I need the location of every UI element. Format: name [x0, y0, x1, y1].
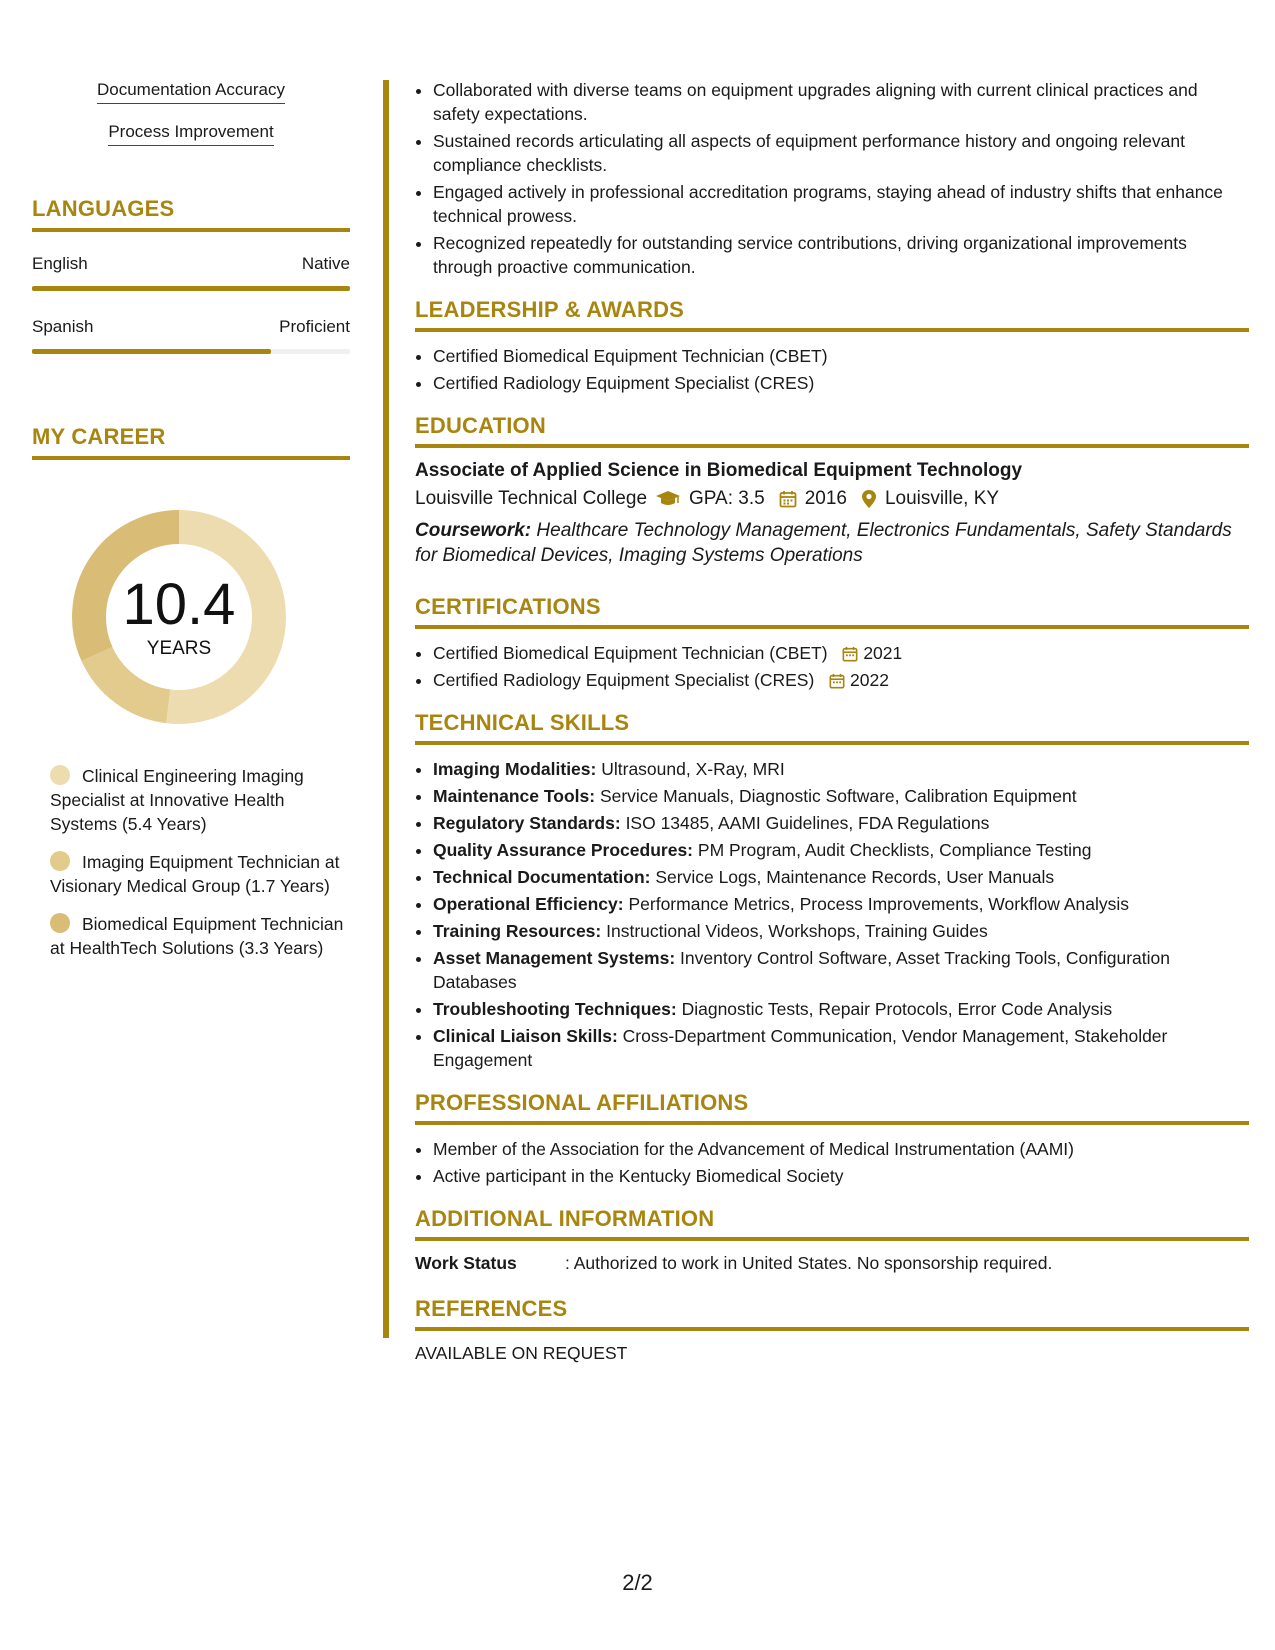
skill-value: PM Program, Audit Checklists, Compliance Testing: [697, 840, 1092, 860]
list-item: [433, 641, 1249, 665]
certifications-section: [415, 594, 1249, 692]
career-legend-item: [50, 764, 350, 836]
language-level-bar: [32, 349, 350, 354]
skill-label: Technical Documentation:: [433, 867, 651, 887]
language-level-fill: [32, 286, 350, 291]
certification-year: 2022: [850, 670, 889, 690]
education-meta: [415, 488, 1249, 510]
calendar-icon: [779, 490, 797, 508]
skill-label: Operational Efficiency:: [433, 894, 624, 914]
affiliations-section: [415, 1090, 1249, 1188]
legend-dot-icon: [50, 913, 70, 933]
career-donut-chart: [66, 504, 292, 730]
skill-value: Performance Metrics, Process Improvements, Workflow Analysis: [628, 894, 1130, 914]
technical-skills-title: TECHNICAL SKILLS: [415, 710, 1249, 745]
list-item: • Recognized repeatedly for outstanding service contributions, driving organizational improvements through proactive communication.: [433, 231, 1249, 279]
skill-tag: Process Improvement: [108, 122, 273, 146]
certification-name: Certified Biomedical Equipment Technician (CBET): [433, 643, 828, 663]
languages-title: LANGUAGES: [32, 196, 350, 232]
list-item: [433, 892, 1249, 916]
list-item: [433, 919, 1249, 943]
skill-value: Instructional Videos, Workshops, Training Guides: [606, 921, 988, 941]
skill-value: ISO 13485, AAMI Guidelines, FDA Regulations: [625, 813, 990, 833]
list-item: [433, 757, 1249, 781]
languages-section: [32, 196, 350, 354]
references-section: [415, 1296, 1249, 1364]
language-level: Proficient: [279, 317, 350, 336]
career-legend-item: [50, 912, 350, 960]
work-status-row: [415, 1253, 1249, 1274]
certification-year: 2021: [863, 643, 903, 663]
skill-label: Imaging Modalities:: [433, 759, 597, 779]
skill-value: Ultrasound, X-Ray, MRI: [601, 759, 785, 779]
certification-name: Certified Radiology Equipment Specialist (CRES): [433, 670, 815, 690]
column-divider: [383, 80, 389, 1338]
list-item: • Engaged actively in professional accreditation programs, staying ahead of industry shifts that enhance technical prowess.: [433, 180, 1249, 228]
career-section: [32, 424, 350, 960]
experience-bullets: [415, 78, 1249, 279]
skill-label: Quality Assurance Procedures:: [433, 840, 694, 860]
career-years-label: YEARS: [146, 638, 212, 659]
list-item: • Collaborated with diverse teams on equipment upgrades aligning with current clinical practices and safety expectations.: [433, 78, 1249, 126]
page-number: 2/2: [622, 1570, 653, 1595]
technical-skills-section: [415, 710, 1249, 1072]
references-text: AVAILABLE ON REQUEST: [415, 1343, 628, 1363]
education-title: EDUCATION: [415, 413, 1249, 448]
additional-info-title: ADDITIONAL INFORMATION: [415, 1206, 1249, 1241]
references-title: REFERENCES: [415, 1296, 1249, 1331]
education-section: [415, 413, 1249, 568]
skill-label: Maintenance Tools:: [433, 786, 596, 806]
skill-label: Clinical Liaison Skills:: [433, 1026, 618, 1046]
list-item: [433, 668, 1249, 692]
calendar-icon: [829, 673, 845, 689]
work-status-value: : Authorized to work in United States. No sponsorship required.: [565, 1253, 1053, 1273]
skill-value: Service Logs, Maintenance Records, User Manuals: [655, 867, 1055, 887]
list-item: • Active participant in the Kentucky Biomedical Society: [433, 1164, 1249, 1188]
education-year: 2016: [804, 488, 847, 509]
leadership-section: [415, 297, 1249, 395]
language-name: English: [32, 254, 88, 273]
skill-label: Asset Management Systems:: [433, 948, 676, 968]
coursework-text: Healthcare Technology Management, Electronics Fundamentals, Safety Standards for Biomedical Devices, Imaging Systems Operations: [415, 520, 1232, 566]
career-role-text: Biomedical Equipment Technician at HealthTech Solutions (3.3 Years): [50, 914, 344, 958]
career-role-text: Clinical Engineering Imaging Specialist at Innovative Health Systems (5.4 Years): [50, 766, 304, 834]
education-degree: Associate of Applied Science in Biomedical Equipment Technology: [415, 460, 1023, 481]
career-role-text: Imaging Equipment Technician at Visionary Medical Group (1.7 Years): [50, 852, 340, 896]
certifications-title: CERTIFICATIONS: [415, 594, 1249, 629]
language-level: Native: [301, 254, 350, 273]
legend-dot-icon: [50, 851, 70, 871]
language-item: [32, 317, 350, 354]
language-level-bar: [32, 286, 350, 291]
language-name: Spanish: [32, 317, 94, 336]
career-legend: [32, 764, 350, 960]
work-status-label: Work Status: [415, 1253, 517, 1273]
career-total-years: 10.4: [122, 572, 236, 637]
skill-tag: Documentation Accuracy: [97, 80, 285, 104]
career-legend-item: [50, 850, 350, 898]
skill-value: Cross-Department Communication, Vendor Management, Stakeholder Engagement: [433, 1026, 1168, 1070]
education-school: Louisville Technical College: [415, 488, 648, 509]
education-location: Louisville, KY: [884, 488, 1000, 509]
skill-value: Diagnostic Tests, Repair Protocols, Error Code Analysis: [681, 999, 1113, 1019]
list-item: • Certified Radiology Equipment Specialist (CRES): [433, 371, 1249, 395]
skill-label: Training Resources:: [433, 921, 602, 941]
skill-value: Service Manuals, Diagnostic Software, Calibration Equipment: [599, 786, 1077, 806]
coursework-label: Coursework:: [415, 520, 532, 541]
list-item: [433, 811, 1249, 835]
technical-skills-list: [415, 757, 1249, 1072]
calendar-icon: [842, 646, 858, 662]
additional-info-section: [415, 1206, 1249, 1274]
career-title: MY CAREER: [32, 424, 350, 460]
affiliations-title: PROFESSIONAL AFFILIATIONS: [415, 1090, 1249, 1125]
list-item: [433, 784, 1249, 808]
location-pin-icon: [861, 489, 877, 509]
list-item: • Sustained records articulating all aspects of equipment performance history and ongoing relevant compliance checklists.: [433, 129, 1249, 177]
list-item: [433, 997, 1249, 1021]
list-item: [433, 865, 1249, 889]
list-item: [433, 946, 1249, 994]
language-item: [32, 254, 350, 291]
education-coursework: [415, 518, 1249, 568]
list-item: [433, 838, 1249, 862]
graduation-cap-icon: [655, 490, 681, 508]
skill-tags: [32, 80, 350, 146]
list-item: • Member of the Association for the Advancement of Medical Instrumentation (AAMI): [433, 1137, 1249, 1161]
skill-label: Troubleshooting Techniques:: [433, 999, 677, 1019]
left-column: [32, 80, 350, 974]
skill-label: Regulatory Standards:: [433, 813, 621, 833]
education-gpa: GPA: 3.5: [689, 488, 765, 509]
legend-dot-icon: [50, 765, 70, 785]
skill-value: Inventory Control Software, Asset Tracking Tools, Configuration Databases: [433, 948, 1170, 992]
leadership-title: LEADERSHIP & AWARDS: [415, 297, 1249, 332]
list-item: • Certified Biomedical Equipment Technician (CBET): [433, 344, 1249, 368]
right-column: [415, 78, 1249, 1364]
list-item: [433, 1024, 1249, 1072]
language-level-fill: [32, 349, 271, 354]
